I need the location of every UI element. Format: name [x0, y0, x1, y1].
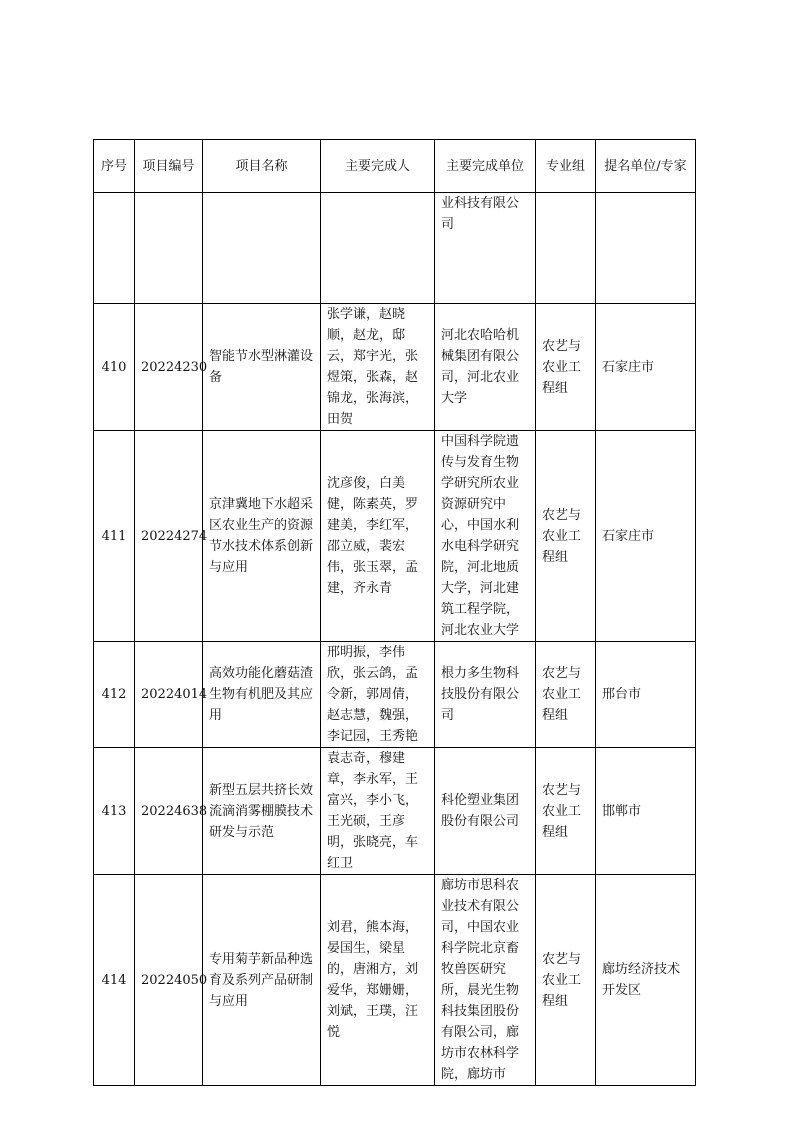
- cell-seq: 411: [94, 431, 135, 642]
- cell-group: 农艺与农业工程组: [536, 431, 596, 642]
- header-people: 主要完成人: [321, 140, 435, 193]
- cell-name: [203, 193, 321, 304]
- header-units: 主要完成单位: [435, 140, 536, 193]
- cell-code: 20224274: [135, 431, 203, 642]
- table-row: [94, 642, 696, 748]
- cell-seq: [94, 193, 135, 304]
- cell-code: 20224014: [135, 642, 203, 748]
- cell-name: 专用菊芋新品种选育及系列产品研制与应用: [203, 875, 321, 1086]
- project-table: [93, 139, 696, 1086]
- cell-people: 刘君，熊本海，晏国生，梁星的，唐湘方，刘爱华，郑姗姗，刘斌，王璞，汪悦: [321, 875, 435, 1086]
- cell-code: 20224638: [135, 748, 203, 875]
- cell-units: 中国科学院遗传与发育生物学研究所农业资源研究中心，中国水利水电科学研究院，河北地质大学，河北建筑工程学院，河北农业大学: [435, 431, 536, 642]
- header-group: 专业组: [536, 140, 596, 193]
- cell-units: 河北农哈哈机械集团有限公司，河北农业大学: [435, 304, 536, 431]
- cell-nominator: 邯郸市: [596, 748, 696, 875]
- cell-seq: 414: [94, 875, 135, 1086]
- header-name: 项目名称: [203, 140, 321, 193]
- cell-units: 根力多生物科技股份有限公司: [435, 642, 536, 748]
- cell-nominator: 廊坊经济技术开发区: [596, 875, 696, 1086]
- table-row: [94, 748, 696, 875]
- cell-units: 科伦塑业集团股份有限公司: [435, 748, 536, 875]
- header-code: 项目编号: [135, 140, 203, 193]
- cell-group: 农艺与农业工程组: [536, 304, 596, 431]
- cell-group: [536, 193, 596, 304]
- cell-seq: 410: [94, 304, 135, 431]
- cell-people: 张学谦，赵晓顺，赵龙，邸云，郑宇光，张煜策，张森，赵锦龙，张海滨，田贺: [321, 304, 435, 431]
- cell-code: [135, 193, 203, 304]
- cell-group: 农艺与农业工程组: [536, 642, 596, 748]
- cell-units: 廊坊市思科农业技术有限公司，中国农业科学院北京畜牧兽医研究所，晨光生物科技集团股份有限公司，廊坊市农林科学院，廊坊市: [435, 875, 536, 1086]
- table-row: [94, 193, 696, 304]
- cell-people: 袁志奇，穆建章，李永军，王富兴，李小飞，王光硕，王彦明，张晓亮，车红卫: [321, 748, 435, 875]
- cell-people: 沈彦俊，白美健，陈素英，罗建美，李红军，邵立威，裴宏伟，张玉翠，孟建，齐永青: [321, 431, 435, 642]
- header-seq: 序号: [94, 140, 135, 193]
- cell-name: 新型五层共挤长效流滴消雾棚膜技术研发与示范: [203, 748, 321, 875]
- cell-group: 农艺与农业工程组: [536, 748, 596, 875]
- header-nominator: 提名单位/专家: [596, 140, 696, 193]
- cell-nominator: 邢台市: [596, 642, 696, 748]
- cell-name: 京津冀地下水超采区农业生产的资源节水技术体系创新与应用: [203, 431, 321, 642]
- table-row: [94, 431, 696, 642]
- cell-nominator: [596, 193, 696, 304]
- cell-people: [321, 193, 435, 304]
- cell-units: 业科技有限公司: [435, 193, 536, 304]
- cell-name: 智能节水型淋灌设备: [203, 304, 321, 431]
- cell-code: 20224230: [135, 304, 203, 431]
- cell-seq: 412: [94, 642, 135, 748]
- cell-nominator: 石家庄市: [596, 431, 696, 642]
- cell-nominator: 石家庄市: [596, 304, 696, 431]
- cell-people: 邢明振，李伟欣，张云鸽，孟令新，郭周倩，赵志慧，魏强，李记园，王秀艳: [321, 642, 435, 748]
- table-row: [94, 875, 696, 1086]
- cell-code: 20224050: [135, 875, 203, 1086]
- table-row: [94, 304, 696, 431]
- cell-seq: 413: [94, 748, 135, 875]
- table-header-row: [94, 140, 696, 193]
- cell-name: 高效功能化蘑菇渣生物有机肥及其应用: [203, 642, 321, 748]
- cell-group: 农艺与农业工程组: [536, 875, 596, 1086]
